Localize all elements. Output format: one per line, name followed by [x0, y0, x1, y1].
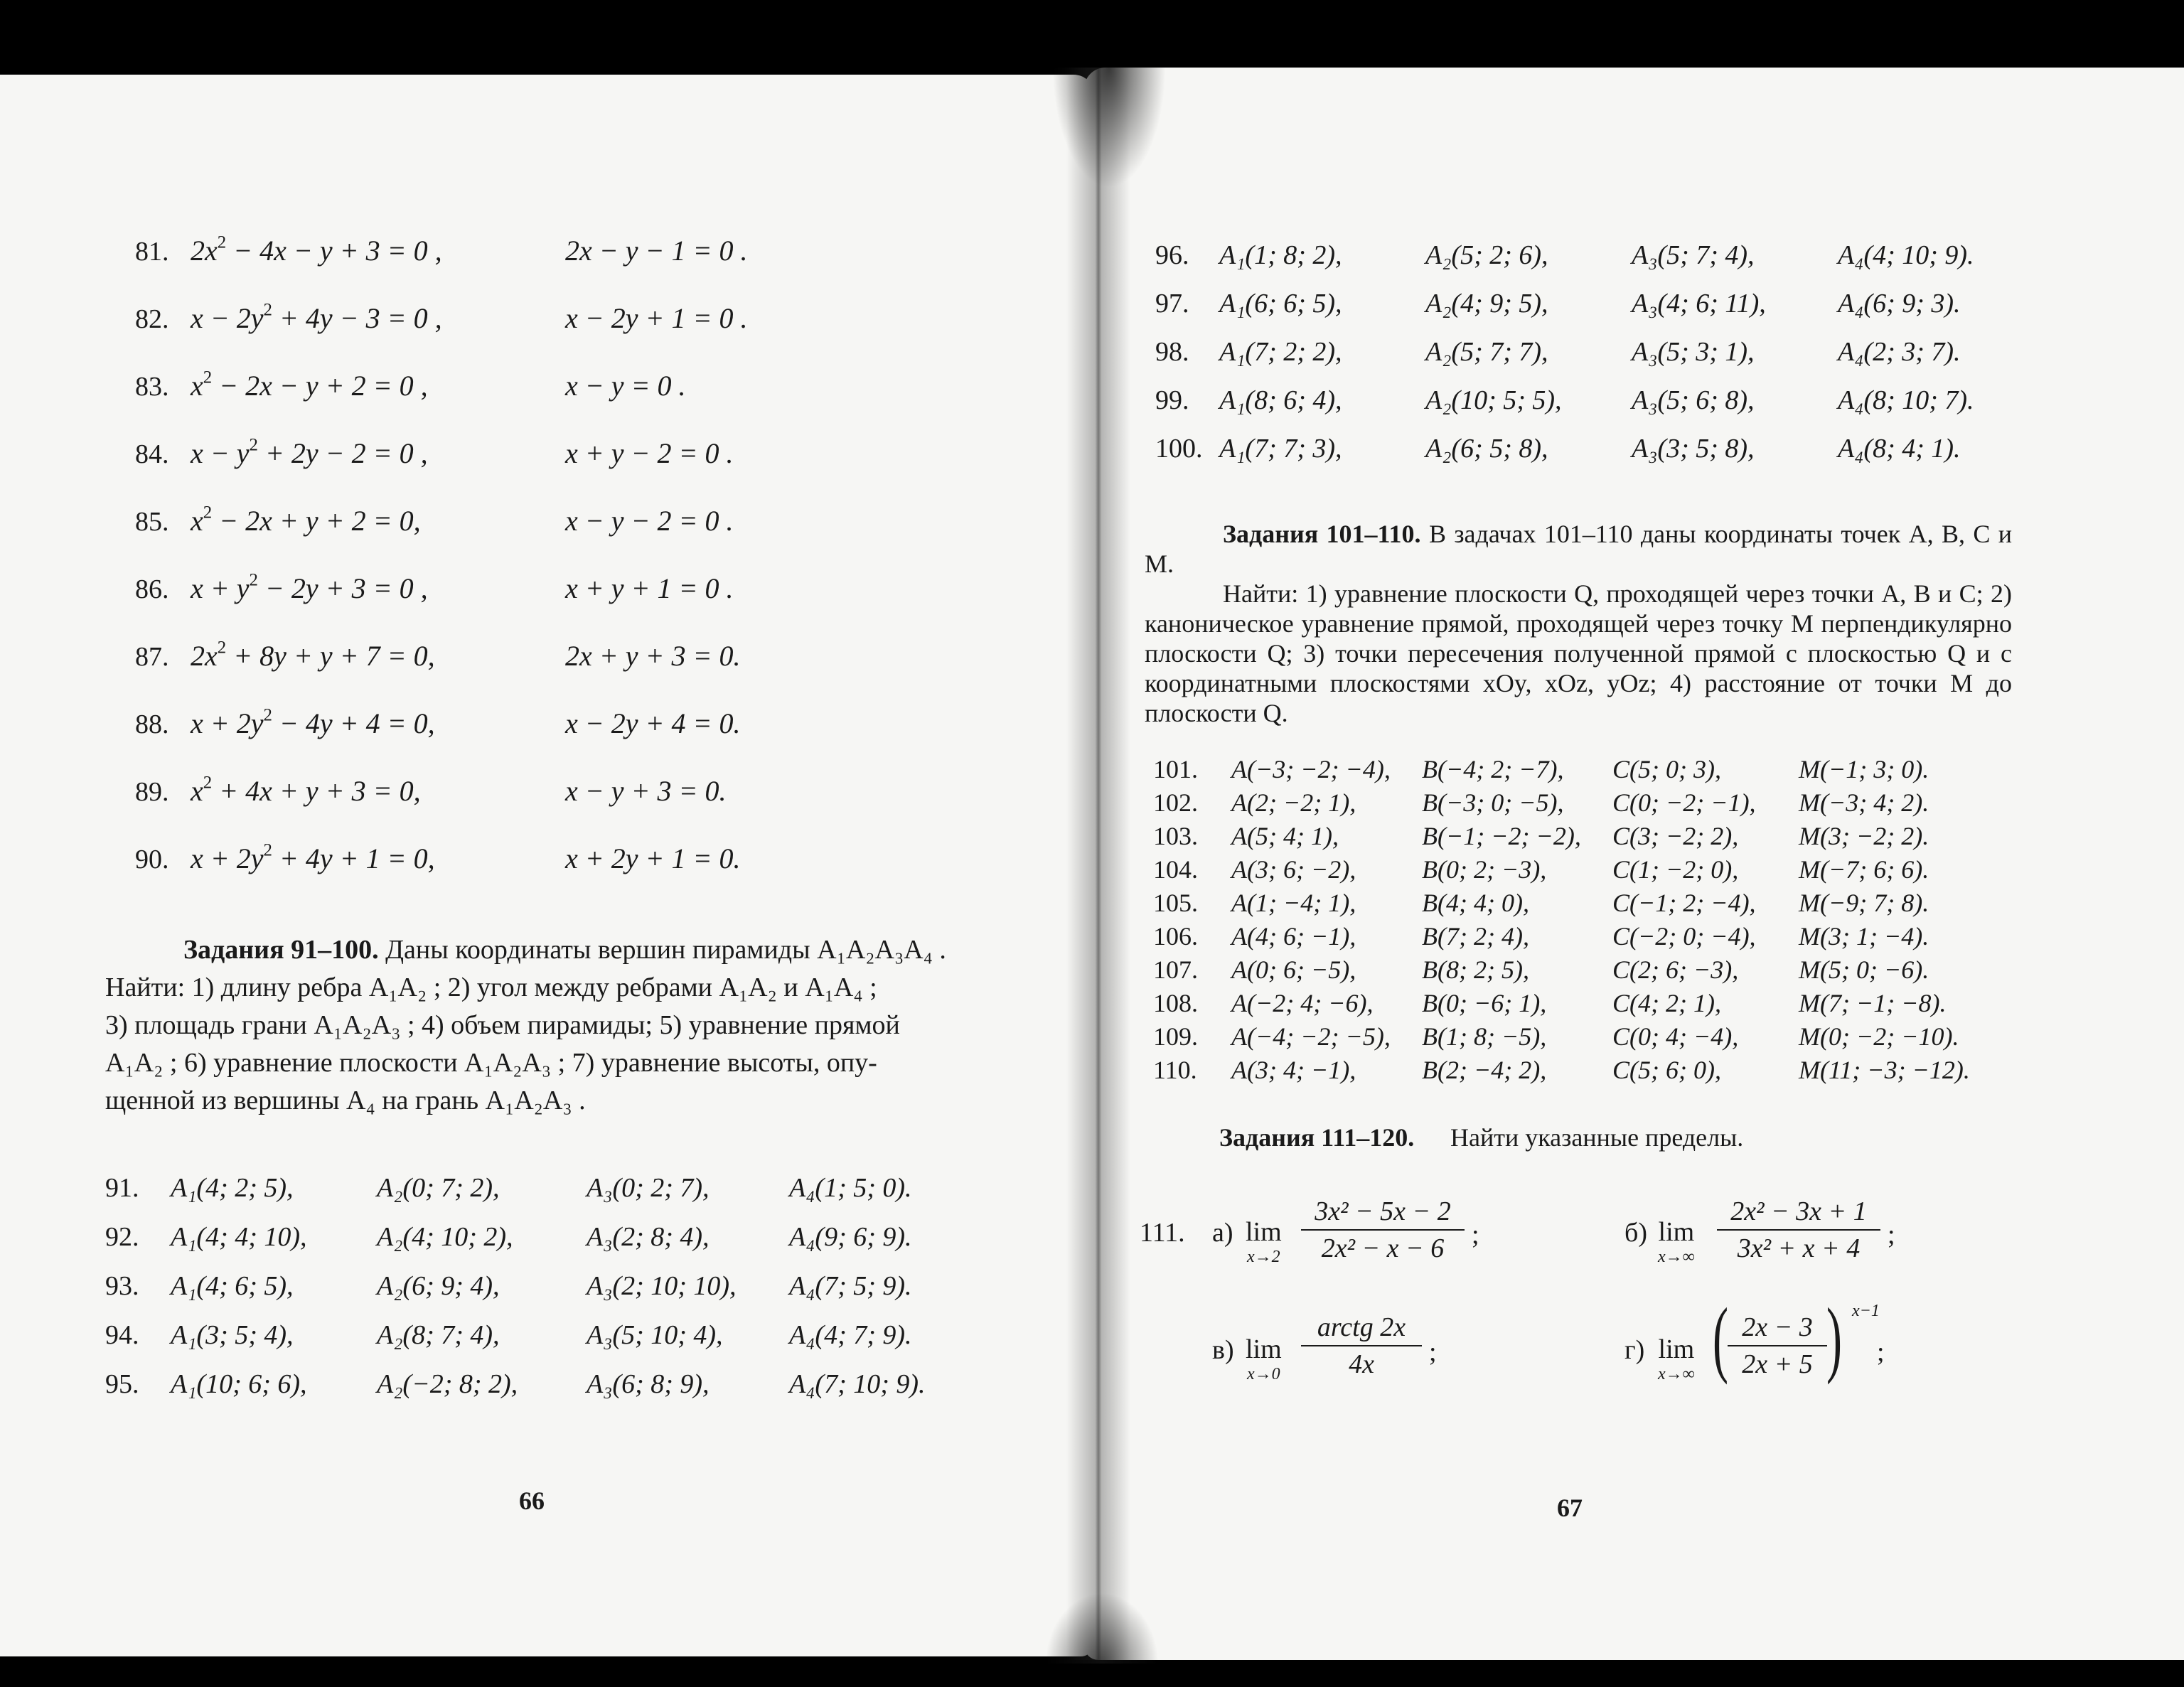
equation-term: x + 2y — [191, 842, 264, 874]
point-m: M(7; −1; −8). — [1799, 989, 1947, 1017]
equation-number: 87. — [135, 642, 169, 672]
lim-subscript: x→∞ — [1658, 1365, 1695, 1383]
task-101-110-body: Найти: 1) уравнение плоскости Q, проходящей через точки A, B и C; 2) каноническое уравнение прямой, проходящей через точку M перпендикулярно плоскости Q; 3) точки пересечения полученной прямой с плоскостью Q и с координатными плоскостями xOy, xOz, yOz; 4) расстояние от точки M до плоскости Q. — [1145, 579, 2012, 727]
equation-term: 2x — [191, 640, 218, 672]
equation-exponent: 2 — [263, 300, 272, 320]
line-equation: x + y − 2 = 0 . — [565, 437, 734, 469]
equation-number: 90. — [135, 845, 169, 874]
limit-number: 111. — [1140, 1218, 1185, 1248]
task-91-100-line: Найти: 1) длину ребра A₁A₂ ; 2) угол между ребрами A₁A₂ и A₁A₄ ; — [105, 973, 877, 1002]
vertex-a2: A₂(6; 5; 8), — [1425, 434, 1548, 464]
pyramid-number: 100. — [1155, 434, 1203, 464]
vertex-a3: A₃(3; 5; 8), — [1632, 434, 1755, 464]
fraction-denominator: 2x² − x − 6 — [1321, 1233, 1445, 1263]
point-set-number: 101. — [1153, 755, 1198, 783]
task-91-100-line: Даны координаты вершин пирамиды A₁A₂A₃A₄ . — [385, 935, 946, 965]
lim-text: lim — [1246, 1217, 1282, 1247]
pyramid-number: 91. — [105, 1173, 139, 1203]
point-a: A(4; 6; −1), — [1231, 922, 1356, 950]
task-91-100-heading: Задания 91–100. — [183, 935, 379, 965]
limit-b-label: б) — [1624, 1218, 1647, 1248]
line-equation: x − y = 0 . — [565, 370, 686, 402]
line-equation: x + 2y + 1 = 0. — [565, 842, 741, 874]
point-b: B(−4; 2; −7), — [1422, 755, 1564, 783]
vertex-a2: A₂(10; 5; 5), — [1425, 385, 1562, 415]
vertex-a1: A₁(4; 6; 5), — [171, 1271, 294, 1301]
vertex-a3: A₃(5; 10; 4), — [587, 1320, 723, 1350]
vertex-a4: A₄(7; 10; 9). — [789, 1369, 926, 1399]
equation-number: 84. — [135, 439, 169, 469]
vertex-a1: A₁(3; 5; 4), — [171, 1320, 294, 1350]
limit-d-tail: ; — [1877, 1337, 1885, 1367]
fraction-numerator: 2x − 3 — [1742, 1312, 1813, 1342]
vertex-a3: A₃(5; 7; 4), — [1632, 240, 1755, 270]
point-a: A(3; 4; −1), — [1231, 1056, 1356, 1084]
vertex-a3: A₃(2; 8; 4), — [587, 1222, 710, 1252]
point-c: C(−2; 0; −4), — [1612, 922, 1756, 950]
lim-subscript: x→∞ — [1658, 1248, 1695, 1266]
point-b: B(−3; 0; −5), — [1422, 788, 1564, 817]
line-equation: x − y + 3 = 0. — [565, 775, 727, 807]
vertex-a4: A₄(1; 5; 0). — [789, 1173, 912, 1203]
point-c: C(5; 0; 3), — [1612, 755, 1721, 783]
task-101-110-intro: В задачах 101–110 даны координаты точек A, B, C и M. — [1145, 520, 2013, 578]
vertex-a4: A₄(7; 5; 9). — [789, 1271, 912, 1301]
task-111-120-text: Найти указанные пределы. — [1450, 1123, 1744, 1152]
point-c: C(4; 2; 1), — [1612, 989, 1721, 1017]
point-m: M(−1; 3; 0). — [1799, 755, 1929, 783]
limit-a-tail: ; — [1472, 1220, 1479, 1250]
point-b: B(0; 2; −3), — [1422, 855, 1547, 884]
limit-b-operator — [1658, 1219, 1695, 1265]
point-m: M(0; −2; −10). — [1799, 1022, 1959, 1051]
quadratic-equation — [191, 840, 435, 874]
point-set-number: 105. — [1153, 889, 1198, 917]
line-equation: x − 2y + 1 = 0 . — [565, 302, 748, 334]
limit-b-tail: ; — [1888, 1220, 1895, 1250]
right-parenthesis: ) — [1826, 1290, 1842, 1385]
line-equation: x − 2y + 4 = 0. — [565, 707, 741, 739]
quadratic-equation — [191, 773, 421, 807]
limit-c-label: в) — [1212, 1335, 1234, 1365]
equation-term: − 4x − y + 3 = 0 , — [226, 235, 442, 267]
equation-exponent: 2 — [263, 705, 272, 725]
pyramid-number: 95. — [105, 1369, 139, 1399]
point-b: B(8; 2; 5), — [1422, 955, 1529, 984]
lim-subscript: x→0 — [1247, 1365, 1280, 1383]
task-111-120-heading: Задания 111–120. — [1219, 1123, 1415, 1152]
limit-a-operator — [1246, 1219, 1282, 1265]
vertex-a2: A₂(5; 2; 6), — [1425, 240, 1548, 270]
vertex-a1: A₁(8; 6; 4), — [1219, 385, 1342, 415]
binding-shadow-top — [1052, 68, 1166, 188]
point-c: C(3; −2; 2), — [1612, 822, 1739, 850]
equation-term: + 2y − 2 = 0 , — [257, 437, 428, 469]
equation-term: x — [191, 775, 203, 807]
equation-term: − 2y + 3 = 0 , — [257, 572, 428, 604]
point-set-number: 106. — [1153, 922, 1198, 950]
line-equation: 2x − y − 1 = 0 . — [565, 235, 748, 267]
point-b: B(2; −4; 2), — [1422, 1056, 1547, 1084]
limit-d-fraction — [1728, 1314, 1827, 1378]
line-equation: x − y − 2 = 0 . — [565, 505, 734, 537]
quadratic-equation — [191, 368, 428, 402]
fraction-denominator: 4x — [1349, 1349, 1374, 1379]
task-91-100-line: 3) площадь грани A₁A₂A₃ ; 4) объем пирамиды; 5) уравнение прямой — [105, 1010, 900, 1040]
equation-term: − 2x + y + 2 = 0, — [212, 505, 421, 537]
point-a: A(−3; −2; −4), — [1231, 755, 1391, 783]
left-parenthesis: ( — [1712, 1290, 1728, 1385]
vertex-a3: A₃(6; 8; 9), — [587, 1369, 710, 1399]
equation-number: 88. — [135, 709, 169, 739]
point-a: A(0; 6; −5), — [1231, 955, 1356, 984]
point-c: C(0; 4; −4), — [1612, 1022, 1739, 1051]
equation-number: 85. — [135, 507, 169, 537]
equation-term: x − y — [191, 437, 250, 469]
equation-exponent: 2 — [203, 503, 213, 523]
point-c: C(5; 6; 0), — [1612, 1056, 1721, 1084]
point-b: B(7; 2; 4), — [1422, 922, 1529, 950]
point-set-number: 107. — [1153, 955, 1198, 984]
point-b: B(1; 8; −5), — [1422, 1022, 1547, 1051]
book-gutter — [1066, 68, 1130, 1660]
vertex-a1: A₁(4; 2; 5), — [171, 1173, 294, 1203]
vertex-a1: A₁(6; 6; 5), — [1219, 289, 1342, 318]
vertex-a2: A₂(4; 9; 5), — [1425, 289, 1548, 318]
equation-exponent: 2 — [263, 840, 272, 860]
task-91-100-line: щенной из вершины A₄ на грань A₁A₂A₃ . — [105, 1086, 586, 1115]
point-m: M(3; 1; −4). — [1799, 922, 1929, 950]
vertex-a3: A₃(4; 6; 11), — [1632, 289, 1766, 318]
vertex-a1: A₁(4; 4; 10), — [171, 1222, 307, 1252]
task-101-110-heading: Задания 101–110. — [1223, 520, 1421, 548]
vertex-a3: A₃(5; 3; 1), — [1632, 337, 1755, 367]
vertex-a4: A₄(9; 6; 9). — [789, 1222, 912, 1252]
task-91-100-text — [105, 931, 980, 1120]
equation-term: x − 2y — [191, 302, 264, 334]
limit-a-label: а) — [1212, 1218, 1233, 1248]
pyramid-number: 97. — [1155, 289, 1189, 318]
vertex-a2: A₂(0; 7; 2), — [377, 1173, 500, 1203]
page-number-left: 66 — [519, 1487, 545, 1515]
pyramid-number: 98. — [1155, 337, 1189, 367]
point-m: M(5; 0; −6). — [1799, 955, 1929, 984]
vertex-a2: A₂(8; 7; 4), — [377, 1320, 500, 1350]
vertex-a1: A₁(1; 8; 2), — [1219, 240, 1342, 270]
vertex-a3: A₃(0; 2; 7), — [587, 1173, 710, 1203]
equation-term: − 4y + 4 = 0, — [272, 707, 435, 739]
task-91-100-line: A₁A₂ ; 6) уравнение плоскости A₁A₂A₃ ; 7) уравнение высоты, опу- — [105, 1048, 877, 1078]
vertex-a2: A₂(4; 10; 2), — [377, 1222, 513, 1252]
point-set-number: 109. — [1153, 1022, 1198, 1051]
equation-exponent: 2 — [217, 638, 227, 658]
fraction-denominator: 3x² + x + 4 — [1737, 1233, 1861, 1263]
equation-term: + 8y + y + 7 = 0, — [226, 640, 435, 672]
pyramid-number: 94. — [105, 1320, 139, 1350]
point-m: M(−3; 4; 2). — [1799, 788, 1929, 817]
point-m: M(11; −3; −12). — [1799, 1056, 1970, 1084]
equation-term: x + y — [191, 572, 250, 604]
equation-number: 86. — [135, 574, 169, 604]
equation-term: − 2x − y + 2 = 0 , — [212, 370, 428, 402]
limit-d-label: г) — [1624, 1335, 1645, 1365]
vertex-a4: A₄(4; 10; 9). — [1838, 240, 1974, 270]
point-set-number: 110. — [1153, 1056, 1197, 1084]
point-b: B(0; −6; 1), — [1422, 989, 1547, 1017]
quadratic-equation — [191, 435, 428, 469]
point-a: A(−2; 4; −6), — [1231, 989, 1374, 1017]
point-a: A(5; 4; 1), — [1231, 822, 1339, 850]
limit-a-fraction — [1301, 1198, 1465, 1262]
point-c: C(−1; 2; −4), — [1612, 889, 1756, 917]
equation-exponent: 2 — [217, 232, 227, 252]
quadratic-equation — [191, 300, 442, 334]
vertex-a2: A₂(−2; 8; 2), — [377, 1369, 518, 1399]
vertex-a4: A₄(6; 9; 3). — [1838, 289, 1961, 318]
equation-number: 83. — [135, 372, 169, 402]
quadratic-equation — [191, 570, 428, 604]
vertex-a2: A₂(6; 9; 4), — [377, 1271, 500, 1301]
vertex-a3: A₃(5; 6; 8), — [1632, 385, 1755, 415]
limit-c-fraction — [1301, 1314, 1422, 1378]
equation-number: 81. — [135, 237, 169, 267]
fraction-numerator: 3x² − 5x − 2 — [1315, 1196, 1451, 1226]
vertex-a3: A₃(2; 10; 10), — [587, 1271, 737, 1301]
equation-exponent: 2 — [249, 435, 258, 455]
limit-c-tail: ; — [1429, 1337, 1437, 1367]
lim-text: lim — [1246, 1334, 1282, 1364]
limit-c-operator — [1246, 1336, 1282, 1383]
point-set-number: 103. — [1153, 822, 1198, 850]
equation-number: 89. — [135, 777, 169, 807]
point-a: A(3; 6; −2), — [1231, 855, 1356, 884]
pyramid-number: 92. — [105, 1222, 139, 1252]
point-a: A(−4; −2; −5), — [1231, 1022, 1391, 1051]
point-b: B(−1; −2; −2), — [1422, 822, 1581, 850]
binding-shadow-bottom — [1045, 1592, 1159, 1664]
fraction-numerator: 2x² − 3x + 1 — [1730, 1196, 1867, 1226]
point-set-number: 104. — [1153, 855, 1198, 884]
quadratic-equation — [191, 638, 435, 672]
quadratic-equation — [191, 503, 421, 537]
pyramid-number: 99. — [1155, 385, 1189, 415]
point-a: A(2; −2; 1), — [1231, 788, 1356, 817]
point-a: A(1; −4; 1), — [1231, 889, 1356, 917]
line-equation: x + y + 1 = 0 . — [565, 572, 734, 604]
vertex-a4: A₄(4; 7; 9). — [789, 1320, 912, 1350]
quadratic-equation — [191, 705, 435, 739]
point-m: M(−9; 7; 8). — [1799, 889, 1929, 917]
equation-term: + 4x + y + 3 = 0, — [212, 775, 421, 807]
limit-d-power: x−1 — [1852, 1302, 1880, 1320]
vertex-a4: A₄(8; 4; 1). — [1838, 434, 1961, 464]
vertex-a1: A₁(10; 6; 6), — [171, 1369, 307, 1399]
equation-term: x + 2y — [191, 707, 264, 739]
point-c: C(0; −2; −1), — [1612, 788, 1756, 817]
vertex-a2: A₂(5; 7; 7), — [1425, 337, 1548, 367]
line-equation: 2x + y + 3 = 0. — [565, 640, 741, 672]
vertex-a1: A₁(7; 2; 2), — [1219, 337, 1342, 367]
lim-subscript: x→2 — [1247, 1248, 1280, 1266]
point-c: C(2; 6; −3), — [1612, 955, 1739, 984]
page-number-right: 67 — [1557, 1494, 1583, 1522]
task-101-110-text — [1145, 519, 2012, 728]
point-set-number: 102. — [1153, 788, 1198, 817]
equation-exponent: 2 — [203, 773, 213, 793]
vertex-a4: A₄(2; 3; 7). — [1838, 337, 1961, 367]
fraction-denominator: 2x + 5 — [1742, 1349, 1813, 1379]
equation-term: + 4y + 1 = 0, — [272, 842, 435, 874]
equation-term: x — [191, 505, 203, 537]
vertex-a1: A₁(7; 7; 3), — [1219, 434, 1342, 464]
equation-exponent: 2 — [203, 368, 213, 387]
point-c: C(1; −2; 0), — [1612, 855, 1739, 884]
point-b: B(4; 4; 0), — [1422, 889, 1529, 917]
equation-term: x — [191, 370, 203, 402]
vertex-a4: A₄(8; 10; 7). — [1838, 385, 1974, 415]
pyramid-number: 93. — [105, 1271, 139, 1301]
equation-term: 2x — [191, 235, 218, 267]
equation-number: 82. — [135, 304, 169, 334]
point-set-number: 108. — [1153, 989, 1198, 1017]
pyramid-number: 96. — [1155, 240, 1189, 270]
limit-b-fraction — [1717, 1198, 1880, 1262]
point-m: M(3; −2; 2). — [1799, 822, 1929, 850]
lim-text: lim — [1658, 1334, 1695, 1364]
quadratic-equation — [191, 232, 442, 267]
equation-term: + 4y − 3 = 0 , — [272, 302, 442, 334]
limit-d-operator — [1658, 1336, 1695, 1383]
equation-exponent: 2 — [249, 570, 258, 590]
fraction-numerator: arctg 2x — [1317, 1312, 1406, 1342]
lim-text: lim — [1658, 1217, 1695, 1247]
point-m: M(−7; 6; 6). — [1799, 855, 1929, 884]
